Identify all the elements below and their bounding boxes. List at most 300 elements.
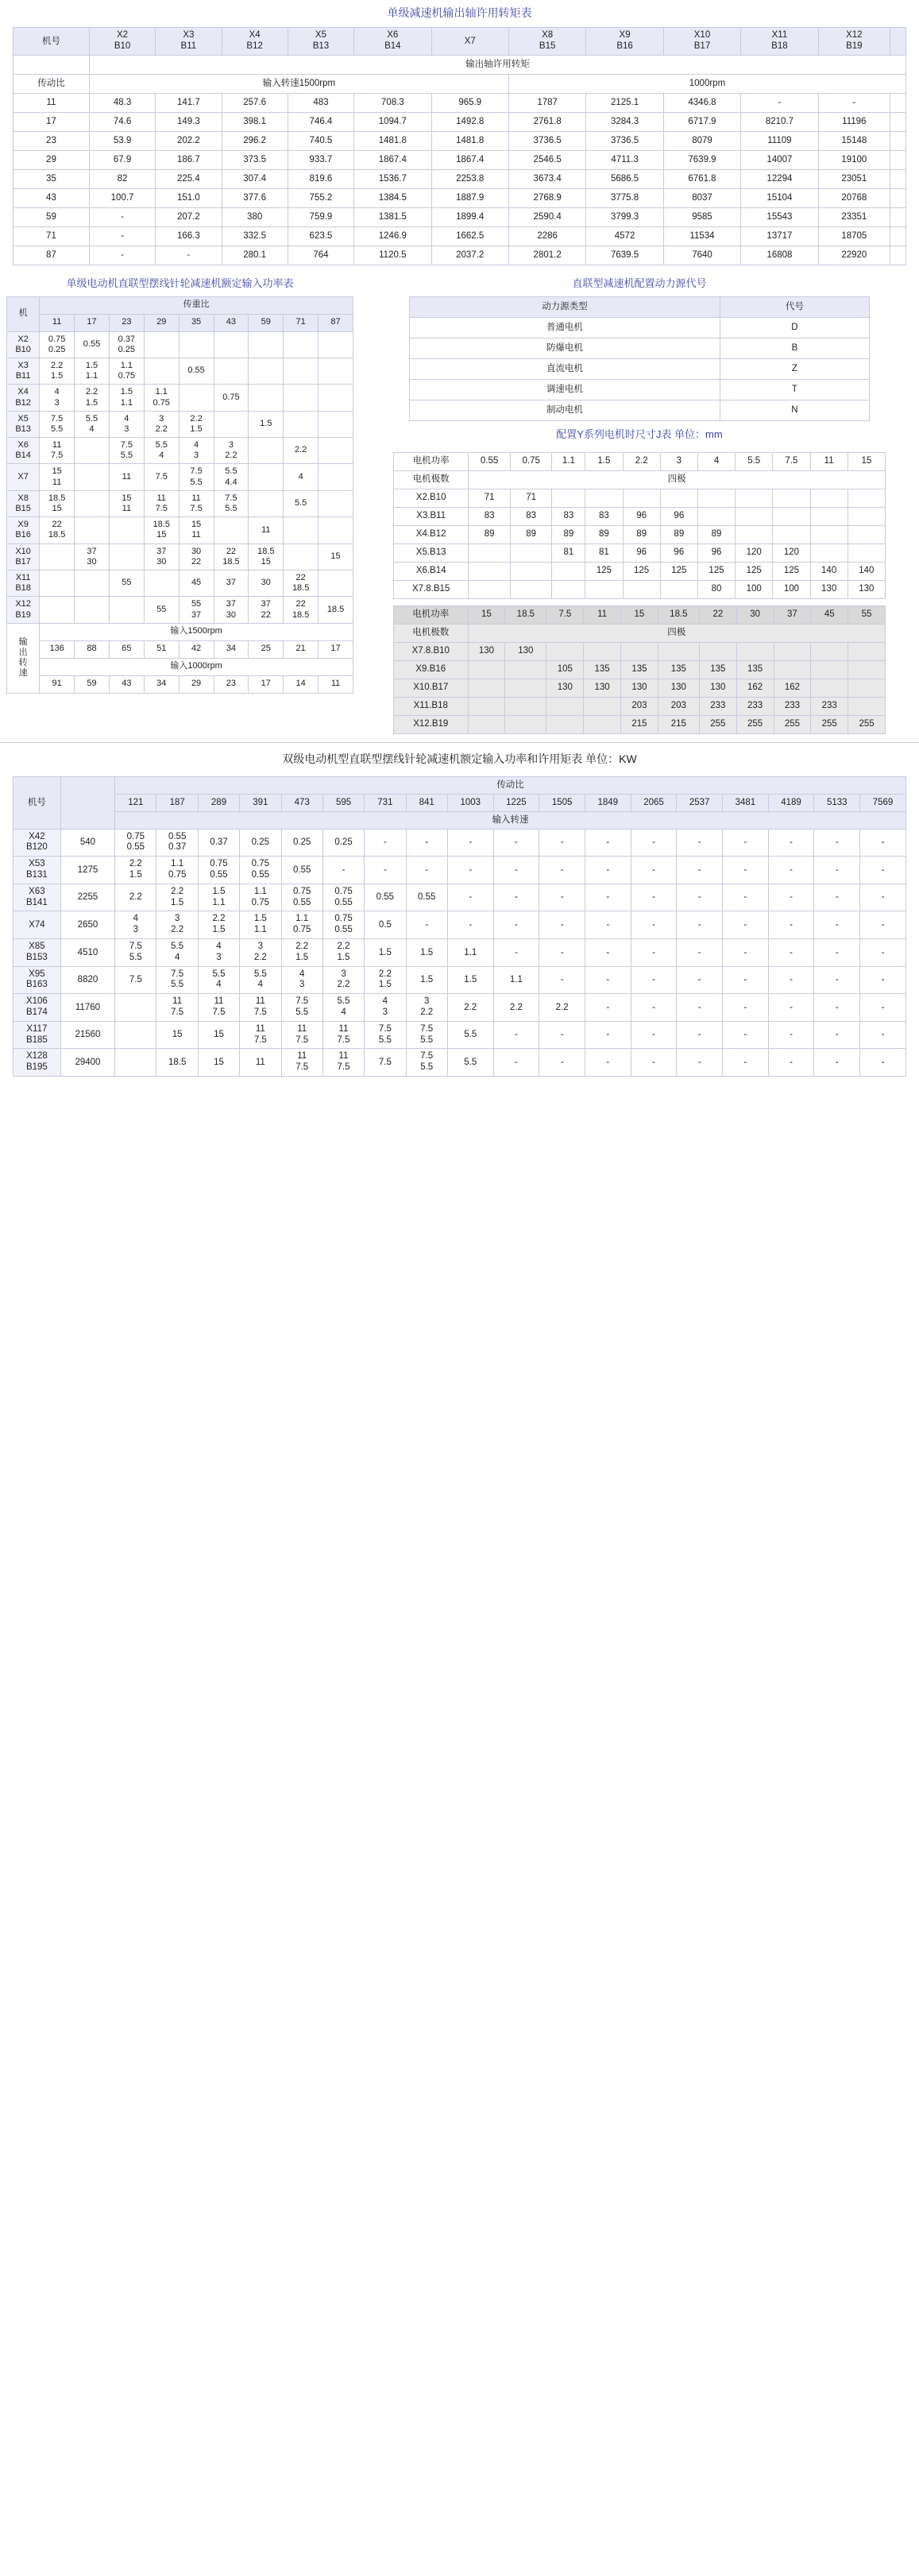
power-value: 11 7.5 (322, 1049, 364, 1077)
torque-value: 965.9 (431, 93, 508, 112)
power-value: 5.5 4 (156, 938, 198, 966)
power-value: - (768, 911, 814, 939)
torque-value: 2801.2 (508, 246, 585, 265)
ratio-label: 传动比 (14, 74, 90, 93)
two-stage-power-table (13, 776, 906, 1077)
speed-value: 1275 (60, 857, 114, 884)
power-value: - (677, 829, 723, 857)
power-value: 7.5 (115, 966, 156, 994)
torque-value: 373.5 (222, 150, 288, 169)
speed-value: 11760 (60, 994, 114, 1022)
dim-value: 105 (546, 660, 584, 679)
power-value: - (493, 1021, 539, 1049)
power-value (109, 543, 144, 570)
torque-value: 8079 (663, 131, 740, 150)
dim-value: 83 (585, 507, 623, 525)
power-value: 22 18.5 (284, 597, 319, 623)
power-value: 15 (198, 1021, 239, 1049)
ratio-473: 473 (281, 794, 322, 811)
ysz1-data-row (394, 580, 886, 598)
in-1500-label: 输入1500rpm (40, 623, 353, 640)
power-value: 15 (319, 543, 353, 570)
ratio-731: 731 (365, 794, 406, 811)
model-label: X2 B10 (7, 331, 40, 358)
ratio-87: 87 (319, 314, 353, 331)
power-value: - (585, 884, 631, 911)
ratio-header: 传重比 (40, 296, 353, 314)
dim-value: 71 (469, 489, 511, 507)
torque-value: 82 (89, 169, 155, 188)
power-value: 5.5 4 (322, 994, 364, 1022)
model-7: X9 B16 (586, 28, 663, 56)
ysz2-power-row (394, 605, 886, 624)
power-value: 5.5 4.4 (214, 464, 249, 490)
power-value: - (677, 1049, 723, 1077)
sec3-data-row (14, 994, 906, 1022)
torque-value: - (818, 93, 890, 112)
sec1-data-row (14, 246, 906, 265)
power-value: 0.75 0.55 (115, 829, 156, 857)
power-value (115, 994, 156, 1022)
power-value: 11 (249, 517, 284, 543)
power-value: 0.55 (179, 358, 214, 384)
ratio-value: 87 (14, 246, 90, 265)
power-value (179, 331, 214, 358)
torque-value: 15543 (741, 207, 818, 226)
torque-value: 740.5 (288, 131, 353, 150)
power-value: 0.75 0.55 (322, 911, 364, 939)
code-data-row (410, 358, 870, 379)
power-value (249, 385, 284, 411)
dim-value (469, 543, 511, 562)
dim-value: 130 (658, 679, 699, 697)
sec1-data-row (14, 93, 906, 112)
power-value: 5.5 4 (198, 966, 239, 994)
power-value (109, 517, 144, 543)
torque-value: 13717 (741, 226, 818, 246)
power-value: 1.1 (493, 966, 539, 994)
dim-value (773, 525, 810, 543)
dim-value (510, 543, 552, 562)
torque-value: 225.4 (156, 169, 222, 188)
dim-value (848, 507, 885, 525)
torque-value: 764 (288, 246, 353, 265)
power-value: 1.1 0.75 (156, 857, 198, 884)
ratio-value: 11 (14, 93, 90, 112)
power-value: 2.2 1.5 (322, 938, 364, 966)
power-value: 0.75 0.25 (40, 331, 75, 358)
power-value (249, 490, 284, 516)
torque-value: 151.0 (156, 188, 222, 207)
power-code: T (720, 379, 869, 400)
pw-header-row-1 (7, 296, 353, 314)
power-value: - (814, 938, 860, 966)
power-value: 3 2.2 (240, 938, 281, 966)
model-label: X8 B15 (7, 490, 40, 516)
speed-value: 43 (109, 675, 144, 693)
dim-value (848, 660, 886, 679)
torque-value: 377.6 (222, 188, 288, 207)
dim-value: 130 (584, 679, 621, 697)
torque-value: - (156, 246, 222, 265)
speed-value: 29 (179, 675, 214, 693)
dim-value: 255 (848, 715, 886, 733)
dim-value: 130 (699, 679, 736, 697)
poles-value: 四极 (469, 470, 886, 489)
power-value (75, 570, 110, 596)
torque-value: 2037.2 (431, 246, 508, 265)
power-value: 2.2 1.5 (40, 358, 75, 384)
dim-value (697, 489, 735, 507)
pw-data-row (7, 438, 353, 464)
torque-value: 1481.8 (354, 131, 431, 150)
power-value (214, 331, 249, 358)
speed-header (60, 776, 114, 829)
power-source-code-table (409, 296, 870, 421)
speed-value: 91 (40, 675, 75, 693)
torque-value: 280.1 (222, 246, 288, 265)
ratio-value: 71 (14, 226, 90, 246)
dim-value: 83 (552, 507, 585, 525)
sec1-data-row (14, 150, 906, 169)
dim-value: 89 (585, 525, 623, 543)
speed-value: 34 (144, 675, 179, 693)
torque-value: 166.3 (156, 226, 222, 246)
torque-value: 48.3 (89, 93, 155, 112)
power-type: 普通电机 (410, 317, 720, 338)
speed-value: 4510 (60, 938, 114, 966)
power-value: 5.5 (447, 1049, 493, 1077)
code-data-row (410, 379, 870, 400)
ratio-29: 29 (144, 314, 179, 331)
speed-1000: 1000rpm (508, 74, 905, 93)
ysz1-data-row (394, 507, 886, 525)
torque-value: 207.2 (156, 207, 222, 226)
ratio-841: 841 (406, 794, 447, 811)
power-value: 3 2.2 (156, 911, 198, 939)
ysz2-poles-row (394, 624, 886, 642)
power-value: - (814, 966, 860, 994)
dim-value: 215 (658, 715, 699, 733)
torque-value: 3799.3 (586, 207, 663, 226)
power-4: 4 (697, 452, 735, 470)
power-value: - (677, 1021, 723, 1049)
speed-value: 17 (319, 640, 353, 658)
dim-value (546, 697, 584, 715)
power-value: - (631, 1049, 677, 1077)
sec3-data-row (14, 1021, 906, 1049)
power-value: - (723, 911, 769, 939)
power-value (75, 597, 110, 623)
torque-value: 11534 (663, 226, 740, 246)
dim-value (546, 715, 584, 733)
dim-value: 130 (468, 642, 505, 660)
spacer (14, 55, 90, 74)
dim-value: 125 (697, 562, 735, 580)
torque-value: 15104 (741, 188, 818, 207)
power-value: 18.5 15 (144, 517, 179, 543)
dim-value (736, 525, 773, 543)
dim-value (736, 642, 774, 660)
speed-value: 51 (144, 640, 179, 658)
torque-value: 1384.5 (354, 188, 431, 207)
sec3-data-row (14, 938, 906, 966)
power-value: 2.2 (447, 994, 493, 1022)
power-value: 4 3 (179, 438, 214, 464)
dim-value (774, 642, 811, 660)
power-value: 5.5 (447, 1021, 493, 1049)
power-header: 电机功率 (394, 452, 469, 470)
torque-value: 307.4 (222, 169, 288, 188)
model-label: X95 B163 (14, 966, 61, 994)
dim-value (510, 580, 552, 598)
torque-value: 9585 (663, 207, 740, 226)
speed-value: 34 (214, 640, 249, 658)
ratio-4189: 4189 (768, 794, 814, 811)
torque-value: 15148 (818, 131, 890, 150)
power-value: 2.2 (115, 884, 156, 911)
torque-value: 1867.4 (354, 150, 431, 169)
power-code: D (720, 317, 869, 338)
dim-value: 162 (736, 679, 774, 697)
ratio-2065: 2065 (631, 794, 677, 811)
power-value (284, 517, 319, 543)
torque-value: 6761.8 (663, 169, 740, 188)
power-value: 5.5 4 (144, 438, 179, 464)
dim-value (810, 525, 848, 543)
power-value: - (860, 966, 906, 994)
power-45: 45 (811, 605, 848, 624)
power-value: 5.5 4 (75, 411, 110, 437)
power-value: 1.5 (365, 938, 406, 966)
pw-data-row (7, 570, 353, 596)
power-11: 11 (810, 452, 848, 470)
model-label: X12.B19 (394, 715, 469, 733)
model-1: X3 B11 (156, 28, 222, 56)
power-value: 2.2 1.5 (75, 385, 110, 411)
power-value (144, 358, 179, 384)
power-value: - (585, 1049, 631, 1077)
model-10: X12 B19 (818, 28, 890, 56)
speed-value: 2650 (60, 911, 114, 939)
power-value: 11 (240, 1049, 281, 1077)
power-value: - (493, 938, 539, 966)
dim-value (810, 543, 848, 562)
power-value: - (860, 938, 906, 966)
power-value: - (447, 911, 493, 939)
model-header: 机号 (14, 28, 90, 56)
speed-value: 59 (75, 675, 110, 693)
dim-value: 255 (774, 715, 811, 733)
power-value (144, 331, 179, 358)
dim-value: 89 (469, 525, 511, 543)
torque-value: 74.6 (89, 112, 155, 131)
power-value (40, 543, 75, 570)
torque-value: 186.7 (156, 150, 222, 169)
power-value (319, 411, 353, 437)
torque-value: 141.7 (156, 93, 222, 112)
ysz2-data-row (394, 660, 886, 679)
power-value: - (631, 911, 677, 939)
speed-value: 65 (109, 640, 144, 658)
power-value (319, 517, 353, 543)
dim-value (699, 642, 736, 660)
dim-value (552, 562, 585, 580)
poles-value: 四极 (468, 624, 885, 642)
dim-value (660, 489, 697, 507)
sec1-table (13, 27, 906, 265)
power-value: 4 3 (115, 911, 156, 939)
power-value: 11 7.5 (198, 994, 239, 1022)
dim-value: 233 (699, 697, 736, 715)
speed-value: 25 (249, 640, 284, 658)
power-value: - (585, 938, 631, 966)
dim-value: 125 (736, 562, 773, 580)
type-header: 动力源类型 (410, 296, 720, 317)
power-value (214, 358, 249, 384)
power-value (249, 358, 284, 384)
dim-value (623, 489, 660, 507)
power-value (319, 490, 353, 516)
sec3-data-row (14, 857, 906, 884)
power-value (115, 1021, 156, 1049)
power-value (75, 438, 110, 464)
power-value: - (723, 1021, 769, 1049)
torque-value: 8037 (663, 188, 740, 207)
ysz1-data-row (394, 543, 886, 562)
power-value: 15 (156, 1021, 198, 1049)
torque-value: 933.7 (288, 150, 353, 169)
dim-value: 255 (699, 715, 736, 733)
power-value: 7.5 (144, 464, 179, 490)
ratio-23: 23 (109, 314, 144, 331)
dim-value: 125 (660, 562, 697, 580)
model-label: X5.B13 (394, 543, 469, 562)
power-3: 3 (660, 452, 697, 470)
dim-value (773, 489, 810, 507)
power-value: 7.5 5.5 (281, 994, 322, 1022)
power-value: 4 3 (198, 938, 239, 966)
power-value: 0.75 0.55 (240, 857, 281, 884)
dim-value (552, 489, 585, 507)
ratio-2537: 2537 (677, 794, 723, 811)
power-value: - (677, 857, 723, 884)
power-value: 2.2 (284, 438, 319, 464)
torque-value: 7639.5 (586, 246, 663, 265)
torque-value: 100.7 (89, 188, 155, 207)
torque-value: 11109 (741, 131, 818, 150)
dim-value (584, 642, 621, 660)
power-value: 2.2 1.5 (156, 884, 198, 911)
power-value: - (631, 994, 677, 1022)
power-value (75, 490, 110, 516)
power-value: 1.5 (249, 411, 284, 437)
torque-value: 3673.4 (508, 169, 585, 188)
model-label: X10.B17 (394, 679, 469, 697)
power-value: - (585, 1021, 631, 1049)
dim-value: 89 (552, 525, 585, 543)
power-value: - (814, 1021, 860, 1049)
power-value: 15 (198, 1049, 239, 1077)
power-value: 2.2 (493, 994, 539, 1022)
torque-value: 3284.3 (586, 112, 663, 131)
out-speed-label: 输 出 转 速 (7, 623, 40, 693)
pw-data-row (7, 543, 353, 570)
power-value: 11 7.5 (281, 1049, 322, 1077)
power-value: 5.5 (284, 490, 319, 516)
power-value: - (768, 884, 814, 911)
torque-value: 1094.7 (354, 112, 431, 131)
power-type: 直流电机 (410, 358, 720, 379)
dim-value: 125 (585, 562, 623, 580)
speed-value: 21560 (60, 1021, 114, 1049)
torque-value: 1887.9 (431, 188, 508, 207)
power-value: - (723, 884, 769, 911)
power-22: 22 (699, 605, 736, 624)
power-18.5: 18.5 (658, 605, 699, 624)
power-value: 1.1 0.75 (144, 385, 179, 411)
poles-header: 电机极数 (394, 470, 469, 489)
torque-value: 746.4 (288, 112, 353, 131)
power-value: 37 30 (144, 543, 179, 570)
power-value: 11 (109, 464, 144, 490)
power-value: 2.2 (539, 994, 585, 1022)
speed-value: 17 (249, 675, 284, 693)
model-header: 机号 (14, 776, 61, 829)
torque-value: 7640 (663, 246, 740, 265)
out-speed-row-1 (7, 623, 353, 640)
torque-value: 67.9 (89, 150, 155, 169)
power-value: - (631, 884, 677, 911)
section-power-and-code (0, 270, 919, 734)
dim-value: 255 (811, 715, 848, 733)
sec2-left-block (0, 270, 360, 694)
power-value: 15 11 (40, 464, 75, 490)
dim-value: 215 (621, 715, 658, 733)
model-8: X10 B17 (663, 28, 740, 56)
power-value (249, 438, 284, 464)
power-value: - (631, 857, 677, 884)
power-value: 22 18.5 (40, 517, 75, 543)
power-value: - (493, 911, 539, 939)
power-value (284, 411, 319, 437)
power-5.5: 5.5 (736, 452, 773, 470)
torque-value: 12294 (741, 169, 818, 188)
power-18.5: 18.5 (505, 605, 546, 624)
model-label: X9.B16 (394, 660, 469, 679)
power-value: 18.5 15 (249, 543, 284, 570)
ysz1-poles-row (394, 470, 886, 489)
dim-value: 81 (552, 543, 585, 562)
power-value: 1.5 1.1 (75, 358, 110, 384)
dim-value (848, 697, 886, 715)
dim-value: 96 (660, 543, 697, 562)
dim-value (774, 660, 811, 679)
dim-value: 96 (623, 507, 660, 525)
model-label: X7.8.B15 (394, 580, 469, 598)
power-value: 1.5 1.1 (240, 911, 281, 939)
ratio-1505: 1505 (539, 794, 585, 811)
power-value (284, 331, 319, 358)
dim-value: 203 (621, 697, 658, 715)
power-value: 1.5 1.1 (109, 385, 144, 411)
power-value: 7.5 5.5 (406, 1049, 447, 1077)
power-value: - (631, 1021, 677, 1049)
power-value: - (406, 829, 447, 857)
ratio-595: 595 (322, 794, 364, 811)
sec1-data-row (14, 112, 906, 131)
power-value: - (365, 857, 406, 884)
